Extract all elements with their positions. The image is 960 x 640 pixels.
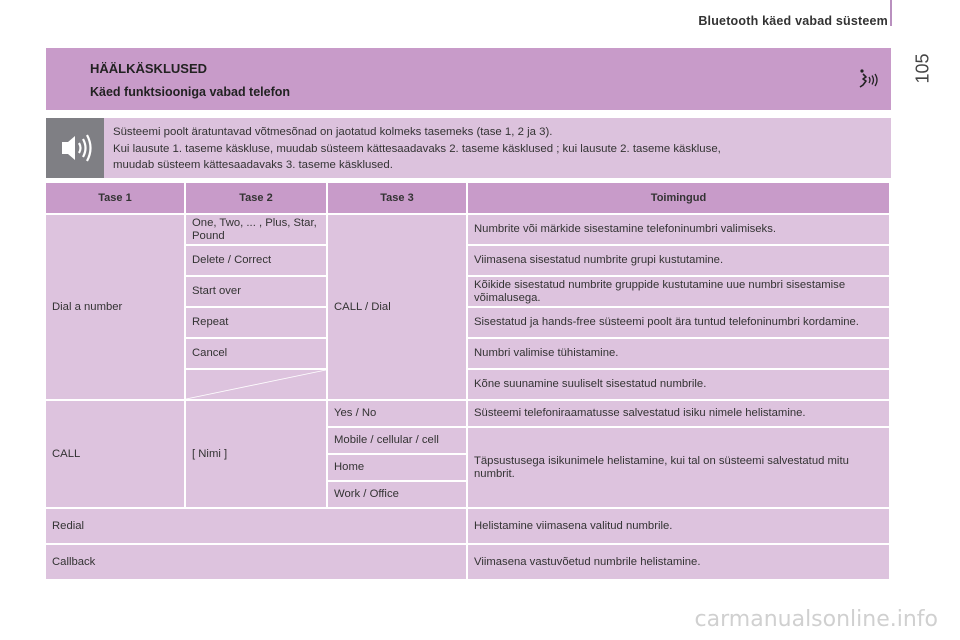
level3-cell: Mobile / cellular / cell <box>328 428 468 455</box>
level2-cell: One, Two, ... , Plus, Star, Pound <box>186 215 328 246</box>
action-cell: Viimasena sisestatud numbrite grupi kustutamine. <box>468 246 891 277</box>
intro-line: muudab süsteem kättesaadavaks 3. taseme käsklused. <box>113 159 393 171</box>
level3-cell: Yes / No <box>328 401 468 428</box>
table-row <box>46 401 891 428</box>
intro-box <box>46 118 891 178</box>
column-header: Tase 1 <box>46 183 186 215</box>
action-cell: Numbrite või märkide sisestamine telefoninumbri valimiseks. <box>468 215 891 246</box>
level2-cell: Cancel <box>186 339 328 370</box>
level2-cell: Start over <box>186 277 328 308</box>
action-cell: Täpsustusega isikunimele helistamine, kui tal on süsteemi salvestatud mitu numbrit. <box>468 428 891 509</box>
voice-commands-table <box>46 183 891 581</box>
table-row <box>46 509 891 545</box>
header-divider <box>890 0 892 26</box>
section-title-box <box>46 48 891 110</box>
command-cell: Redial <box>46 509 468 545</box>
action-cell: Helistamine viimasena valitud numbrile. <box>468 509 891 545</box>
column-header: Toimingud <box>468 183 891 215</box>
table-row <box>46 545 891 581</box>
intro-line: Süsteemi poolt äratuntavad võtmesõnad on jaotatud kolmeks tasemeks (tase 1, 2 ja 3). <box>113 126 553 138</box>
action-cell: Viimasena vastuvõetud numbrile helistamine. <box>468 545 891 581</box>
action-cell: Kõikide sisestatud numbrite gruppide kustutamine uue numbri sisestamise võimalusega. <box>468 277 891 308</box>
level2-cell: [ Nimi ] <box>186 401 328 509</box>
action-cell: Süsteemi telefoniraamatusse salvestatud isiku nimele helistamine. <box>468 401 891 428</box>
intro-text <box>113 124 883 174</box>
page-number: 105 <box>912 53 933 84</box>
section-subheading: Käed funktsiooniga vabad telefon <box>90 85 291 99</box>
command-cell: Callback <box>46 545 468 581</box>
level2-cell: Delete / Correct <box>186 246 328 277</box>
empty-cell <box>186 370 328 401</box>
page-header-title: Bluetooth käed vabad süsteem <box>698 14 888 28</box>
level3-cell: Home <box>328 455 468 482</box>
level1-cell: Dial a number <box>46 215 186 401</box>
action-cell: Numbri valimise tühistamine. <box>468 339 891 370</box>
watermark: carmanualsonline.info <box>694 607 938 632</box>
voice-command-icon <box>857 68 879 90</box>
table-row <box>46 215 891 246</box>
column-header: Tase 2 <box>186 183 328 215</box>
level1-cell: CALL <box>46 401 186 509</box>
table-header-row <box>46 183 891 215</box>
level2-cell: Repeat <box>186 308 328 339</box>
action-cell: Kõne suunamine suuliselt sisestatud numbrile. <box>468 370 891 401</box>
diagonal-line <box>186 370 326 399</box>
action-cell: Sisestatud ja hands-free süsteemi poolt ära tuntud telefoninumbri kordamine. <box>468 308 891 339</box>
intro-line: Kui lausute 1. taseme käskluse, muudab süsteem kättesaadavaks 2. taseme käsklused ; kui lausute 2. taseme käskluse, <box>113 142 721 155</box>
column-header: Tase 3 <box>328 183 468 215</box>
speaker-icon <box>46 118 104 178</box>
level3-cell: CALL / Dial <box>328 215 468 401</box>
section-heading: HÄÄLKÄSKLUSED <box>90 61 207 76</box>
level3-cell: Work / Office <box>328 482 468 509</box>
